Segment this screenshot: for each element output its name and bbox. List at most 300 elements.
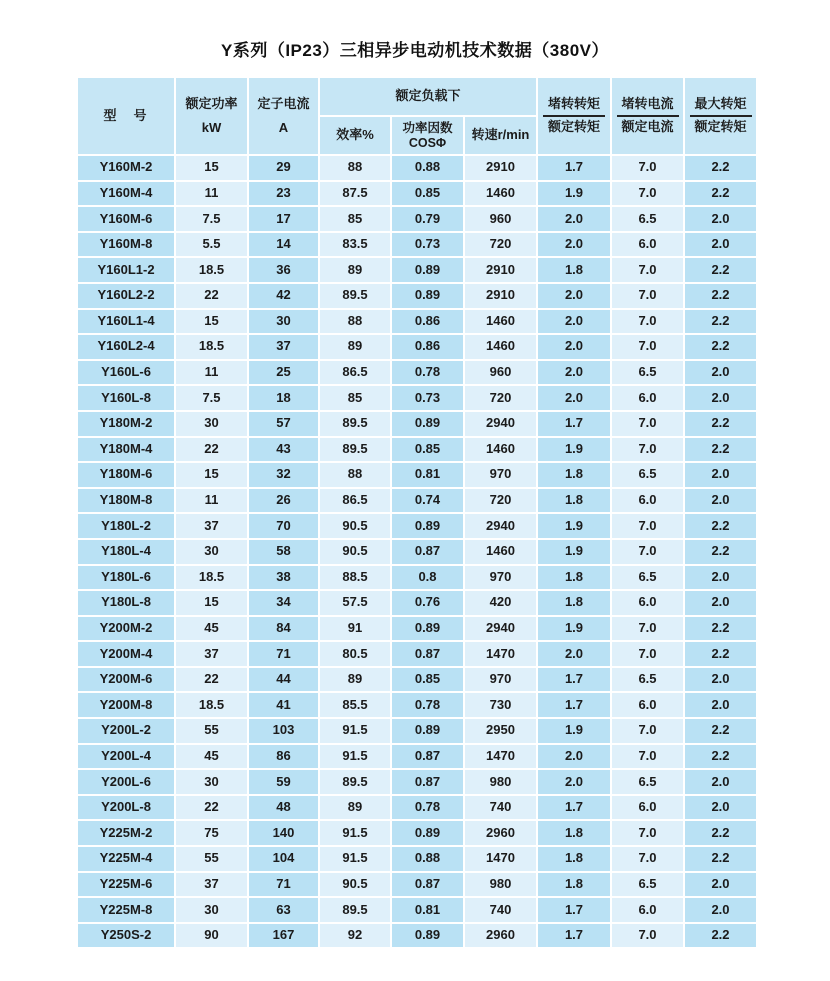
table-cell: 1.7 <box>538 156 610 180</box>
table-cell: 1.8 <box>538 258 610 282</box>
table-cell: 730 <box>465 693 536 717</box>
table-cell: 2.0 <box>685 566 756 590</box>
table-cell: 0.88 <box>392 156 463 180</box>
table-cell: 1460 <box>465 335 536 359</box>
table-cell: 89.5 <box>320 898 390 922</box>
table-cell: 2940 <box>465 412 536 436</box>
table-cell: 14 <box>249 233 318 257</box>
table-cell: 7.0 <box>612 258 683 282</box>
table-cell: 0.81 <box>392 898 463 922</box>
table-cell: 55 <box>176 847 247 871</box>
table-cell: 57.5 <box>320 591 390 615</box>
table-cell: 37 <box>249 335 318 359</box>
table-cell: 2.2 <box>685 642 756 666</box>
table-cell: 2960 <box>465 821 536 845</box>
table-cell: Y200L-6 <box>78 770 174 794</box>
table-cell: 7.0 <box>612 182 683 206</box>
table-cell: 2910 <box>465 258 536 282</box>
table-cell: 2.0 <box>538 284 610 308</box>
table-cell: 0.89 <box>392 258 463 282</box>
table-cell: 2.2 <box>685 617 756 641</box>
table-cell: 104 <box>249 847 318 871</box>
table-cell: 740 <box>465 796 536 820</box>
table-cell: 0.8 <box>392 566 463 590</box>
table-cell: 91.5 <box>320 821 390 845</box>
table-cell: Y180L-8 <box>78 591 174 615</box>
table-cell: 0.89 <box>392 719 463 743</box>
table-cell: 970 <box>465 668 536 692</box>
col-header-stator-current <box>249 78 318 154</box>
col-header-rated-load-group: 额定负载下 <box>320 78 536 115</box>
table-cell: 2.2 <box>685 847 756 871</box>
table-cell: 91.5 <box>320 719 390 743</box>
table-cell: 55 <box>176 719 247 743</box>
table-cell: 1.7 <box>538 412 610 436</box>
table-cell: 1.8 <box>538 489 610 513</box>
table-cell: Y200L-2 <box>78 719 174 743</box>
table-cell: Y200M-6 <box>78 668 174 692</box>
table-cell: Y160M-8 <box>78 233 174 257</box>
table-cell: 7.0 <box>612 284 683 308</box>
table-cell: Y225M-2 <box>78 821 174 845</box>
table-cell: 2.0 <box>685 233 756 257</box>
table-cell: 30 <box>176 540 247 564</box>
table-cell: 6.5 <box>612 668 683 692</box>
table-cell: 2.0 <box>538 770 610 794</box>
table-cell: 0.78 <box>392 361 463 385</box>
table-cell: 0.81 <box>392 463 463 487</box>
table-cell: 7.5 <box>176 386 247 410</box>
fraction-numerator: 最大转矩 <box>694 96 747 112</box>
table-cell: 1.9 <box>538 438 610 462</box>
col-header-stator-current-label: 定子电流 <box>257 95 310 111</box>
table-cell: 0.73 <box>392 386 463 410</box>
table-cell: 6.5 <box>612 566 683 590</box>
table-cell: 980 <box>465 873 536 897</box>
table-cell: 75 <box>176 821 247 845</box>
table-cell: 1460 <box>465 310 536 334</box>
table-cell: 7.0 <box>612 156 683 180</box>
table-cell: Y180L-2 <box>78 514 174 538</box>
table-cell: 11 <box>176 489 247 513</box>
table-cell: 11 <box>176 361 247 385</box>
fraction-line <box>690 115 752 117</box>
table-cell: 15 <box>176 156 247 180</box>
table-cell: 6.5 <box>612 463 683 487</box>
table-cell: Y225M-6 <box>78 873 174 897</box>
table-cell: 6.0 <box>612 796 683 820</box>
table-cell: Y180M-2 <box>78 412 174 436</box>
col-header-power-factor <box>392 117 463 154</box>
table-cell: 2910 <box>465 156 536 180</box>
table-cell: 1.7 <box>538 898 610 922</box>
table-cell: 29 <box>249 156 318 180</box>
table-cell: 0.76 <box>392 591 463 615</box>
table-cell: 0.79 <box>392 207 463 231</box>
table-cell: 1.8 <box>538 821 610 845</box>
table-cell: 2.2 <box>685 514 756 538</box>
table-cell: 2.0 <box>538 386 610 410</box>
table-cell: 6.5 <box>612 873 683 897</box>
col-header-rated-power-label: 额定功率 <box>185 95 238 111</box>
table-cell: 740 <box>465 898 536 922</box>
fraction-numerator: 堵转电流 <box>621 96 674 112</box>
table-cell: 88 <box>320 156 390 180</box>
table-cell: 2.0 <box>685 207 756 231</box>
table-cell: 0.86 <box>392 310 463 334</box>
table-cell: 2.0 <box>685 796 756 820</box>
table-cell: 1.9 <box>538 719 610 743</box>
table-cell: 90.5 <box>320 540 390 564</box>
table-cell: 167 <box>249 924 318 948</box>
table-cell: 2910 <box>465 284 536 308</box>
table-cell: Y250S-2 <box>78 924 174 948</box>
table-cell: 720 <box>465 233 536 257</box>
table-cell: 7.0 <box>612 642 683 666</box>
table-cell: 0.89 <box>392 617 463 641</box>
table-cell: 0.85 <box>392 438 463 462</box>
table-cell: 15 <box>176 463 247 487</box>
table-cell: 88 <box>320 463 390 487</box>
col-header-model: 型 号 <box>78 78 174 154</box>
fraction-denominator: 额定电流 <box>621 119 674 134</box>
table-cell: 2.2 <box>685 438 756 462</box>
table-cell: 22 <box>176 668 247 692</box>
table-cell: 0.87 <box>392 540 463 564</box>
table-cell: 89 <box>320 668 390 692</box>
table-cell: 91.5 <box>320 745 390 769</box>
table-cell: 2.0 <box>538 335 610 359</box>
table-cell: 6.0 <box>612 693 683 717</box>
table-cell: 2.2 <box>685 540 756 564</box>
table-cell: 0.87 <box>392 745 463 769</box>
table-cell: 1.8 <box>538 873 610 897</box>
table-cell: 38 <box>249 566 318 590</box>
table-cell: 2.0 <box>685 668 756 692</box>
table-cell: 1460 <box>465 438 536 462</box>
table-cell: 6.5 <box>612 207 683 231</box>
table-cell: 59 <box>249 770 318 794</box>
table-cell: Y160L2-4 <box>78 335 174 359</box>
table-cell: 84 <box>249 617 318 641</box>
table-cell: 2.0 <box>685 873 756 897</box>
table-cell: 7.0 <box>612 719 683 743</box>
table-cell: 0.89 <box>392 821 463 845</box>
table-cell: 89.5 <box>320 438 390 462</box>
table-cell: 89.5 <box>320 412 390 436</box>
table-cell: Y200L-4 <box>78 745 174 769</box>
table-cell: 70 <box>249 514 318 538</box>
table-cell: 7.0 <box>612 438 683 462</box>
table-cell: 57 <box>249 412 318 436</box>
table-cell: 7.0 <box>612 924 683 948</box>
table-cell: 0.85 <box>392 668 463 692</box>
table-cell: 980 <box>465 770 536 794</box>
table-cell: 90.5 <box>320 873 390 897</box>
table-cell: 1.9 <box>538 182 610 206</box>
table-cell: 80.5 <box>320 642 390 666</box>
table-cell: 42 <box>249 284 318 308</box>
table-cell: 2.2 <box>685 745 756 769</box>
table-cell: 2950 <box>465 719 536 743</box>
table-cell: 7.0 <box>612 335 683 359</box>
table-cell: 2.2 <box>685 412 756 436</box>
table-cell: 25 <box>249 361 318 385</box>
table-cell: 36 <box>249 258 318 282</box>
table-cell: 1460 <box>465 540 536 564</box>
table-cell: 0.89 <box>392 284 463 308</box>
col-header-locked-current-ratio <box>612 78 683 154</box>
table-cell: 2.2 <box>685 284 756 308</box>
table-cell: 58 <box>249 540 318 564</box>
table-cell: 30 <box>249 310 318 334</box>
table-cell: 32 <box>249 463 318 487</box>
table-cell: 88 <box>320 310 390 334</box>
table-cell: 0.89 <box>392 924 463 948</box>
table-cell: 0.87 <box>392 642 463 666</box>
table-cell: 7.0 <box>612 514 683 538</box>
table-cell: 0.78 <box>392 796 463 820</box>
table-cell: 85 <box>320 386 390 410</box>
table-cell: 7.0 <box>612 745 683 769</box>
table-cell: 90 <box>176 924 247 948</box>
table-cell: 2.0 <box>685 693 756 717</box>
table-cell: Y180M-4 <box>78 438 174 462</box>
table-cell: 30 <box>176 412 247 436</box>
table-cell: 7.0 <box>612 540 683 564</box>
fraction-denominator: 额定转矩 <box>547 119 600 134</box>
table-cell: Y180L-6 <box>78 566 174 590</box>
table-cell: 0.87 <box>392 873 463 897</box>
table-cell: 45 <box>176 617 247 641</box>
table-cell: 18.5 <box>176 566 247 590</box>
table-cell: 1.8 <box>538 566 610 590</box>
table-cell: 44 <box>249 668 318 692</box>
col-header-max-torque-ratio <box>685 78 756 154</box>
table-cell: 2940 <box>465 514 536 538</box>
table-cell: 1.7 <box>538 693 610 717</box>
table-cell: Y200M-8 <box>78 693 174 717</box>
table-cell: 2.0 <box>685 386 756 410</box>
table-cell: 2.0 <box>685 898 756 922</box>
table-cell: Y160M-4 <box>78 182 174 206</box>
table-cell: 83.5 <box>320 233 390 257</box>
table-cell: 970 <box>465 566 536 590</box>
table-cell: 1.7 <box>538 668 610 692</box>
col-header-power-factor-label: 功率因数 <box>402 120 453 135</box>
table-cell: 30 <box>176 770 247 794</box>
table-cell: Y180L-4 <box>78 540 174 564</box>
table-cell: Y200M-4 <box>78 642 174 666</box>
fraction-line <box>617 115 679 117</box>
table-cell: 17 <box>249 207 318 231</box>
table-cell: Y180M-6 <box>78 463 174 487</box>
table-cell: 2.2 <box>685 258 756 282</box>
table-cell: Y180M-8 <box>78 489 174 513</box>
table-cell: 2.2 <box>685 821 756 845</box>
col-header-stator-current-unit: A <box>278 119 289 135</box>
table-cell: 63 <box>249 898 318 922</box>
table-cell: 2.0 <box>538 233 610 257</box>
col-header-power-factor-sub: COSΦ <box>408 136 447 150</box>
table-cell: 1.8 <box>538 591 610 615</box>
table-cell: 86.5 <box>320 361 390 385</box>
table-cell: Y160L-8 <box>78 386 174 410</box>
table-cell: 0.86 <box>392 335 463 359</box>
table-cell: 89 <box>320 335 390 359</box>
table-cell: 23 <box>249 182 318 206</box>
table-cell: 7.5 <box>176 207 247 231</box>
table-cell: 7.0 <box>612 412 683 436</box>
table-cell: 18.5 <box>176 693 247 717</box>
table-cell: 2.0 <box>685 361 756 385</box>
table-cell: 30 <box>176 898 247 922</box>
page-title: Y系列（IP23）三相异步电动机技术数据（380V） <box>220 41 609 60</box>
table-cell: 37 <box>176 873 247 897</box>
table-cell: 2.2 <box>685 719 756 743</box>
table-cell: 7.0 <box>612 617 683 641</box>
table-cell: 1470 <box>465 642 536 666</box>
table-cell: 1.9 <box>538 514 610 538</box>
table-cell: 7.0 <box>612 821 683 845</box>
table-cell: 1470 <box>465 847 536 871</box>
table-cell: 5.5 <box>176 233 247 257</box>
fraction-numerator: 堵转转矩 <box>547 96 600 112</box>
table-cell: 0.73 <box>392 233 463 257</box>
table-cell: 91.5 <box>320 847 390 871</box>
table-cell: 2.0 <box>685 463 756 487</box>
table-cell: 22 <box>176 284 247 308</box>
table-cell: 6.0 <box>612 233 683 257</box>
table-cell: 420 <box>465 591 536 615</box>
table-cell: 2.0 <box>538 310 610 334</box>
table-cell: 11 <box>176 182 247 206</box>
table-cell: 37 <box>176 514 247 538</box>
table-cell: 1.9 <box>538 617 610 641</box>
table-cell: 2.0 <box>685 770 756 794</box>
col-header-efficiency: 效率% <box>320 117 390 154</box>
table-cell: 18.5 <box>176 335 247 359</box>
table-cell: 15 <box>176 310 247 334</box>
table-cell: 41 <box>249 693 318 717</box>
table-cell: 2.2 <box>685 182 756 206</box>
table-cell: 37 <box>176 642 247 666</box>
table-cell: 6.5 <box>612 361 683 385</box>
motor-data-table <box>78 78 756 947</box>
table-cell: Y225M-4 <box>78 847 174 871</box>
table-cell: 1.8 <box>538 847 610 871</box>
table-cell: 26 <box>249 489 318 513</box>
fraction-denominator: 额定转矩 <box>694 119 747 134</box>
table-cell: 2.0 <box>538 642 610 666</box>
table-cell: 1460 <box>465 182 536 206</box>
table-cell: 88.5 <box>320 566 390 590</box>
table-cell: 86.5 <box>320 489 390 513</box>
table-cell: 89.5 <box>320 284 390 308</box>
table-cell: 7.0 <box>612 847 683 871</box>
table-cell: 140 <box>249 821 318 845</box>
col-header-rated-power <box>176 78 247 154</box>
table-cell: 0.85 <box>392 182 463 206</box>
table-cell: 86 <box>249 745 318 769</box>
col-header-speed: 转速r/min <box>465 117 536 154</box>
table-cell: 2.2 <box>685 335 756 359</box>
table-cell: 22 <box>176 796 247 820</box>
table-cell: 970 <box>465 463 536 487</box>
table-cell: 0.89 <box>392 514 463 538</box>
table-cell: 2940 <box>465 617 536 641</box>
table-cell: 48 <box>249 796 318 820</box>
table-cell: 720 <box>465 386 536 410</box>
table-cell: 15 <box>176 591 247 615</box>
table-cell: 2.0 <box>538 745 610 769</box>
table-cell: 720 <box>465 489 536 513</box>
table-cell: 0.89 <box>392 412 463 436</box>
table-cell: Y160L1-4 <box>78 310 174 334</box>
table-cell: 2.0 <box>685 489 756 513</box>
table-cell: 18 <box>249 386 318 410</box>
table-cell: 6.0 <box>612 898 683 922</box>
table-cell: 1.9 <box>538 540 610 564</box>
table-cell: 34 <box>249 591 318 615</box>
table-cell: 2.0 <box>538 207 610 231</box>
table-cell: 1.7 <box>538 796 610 820</box>
table-cell: 85 <box>320 207 390 231</box>
table-cell: 6.0 <box>612 489 683 513</box>
table-cell: 7.0 <box>612 310 683 334</box>
table-cell: 2.0 <box>685 591 756 615</box>
table-cell: Y160M-6 <box>78 207 174 231</box>
table-cell: 6.0 <box>612 386 683 410</box>
table-cell: 71 <box>249 873 318 897</box>
table-cell: 89 <box>320 258 390 282</box>
table-cell: 1.7 <box>538 924 610 948</box>
table-cell: 89.5 <box>320 770 390 794</box>
table-cell: 2.2 <box>685 924 756 948</box>
table-cell: 18.5 <box>176 258 247 282</box>
table-cell: 2.0 <box>538 361 610 385</box>
col-header-locked-torque-ratio <box>538 78 610 154</box>
table-cell: 71 <box>249 642 318 666</box>
table-cell: 87.5 <box>320 182 390 206</box>
table-cell: Y160L1-2 <box>78 258 174 282</box>
table-cell: Y160M-2 <box>78 156 174 180</box>
table-cell: 960 <box>465 361 536 385</box>
table-cell: 43 <box>249 438 318 462</box>
table-cell: 6.5 <box>612 770 683 794</box>
fraction-line <box>543 115 605 117</box>
table-cell: 6.0 <box>612 591 683 615</box>
table-cell: 22 <box>176 438 247 462</box>
table-cell: 89 <box>320 796 390 820</box>
table-cell: 92 <box>320 924 390 948</box>
table-cell: 2.2 <box>685 310 756 334</box>
table-cell: 103 <box>249 719 318 743</box>
table-cell: 85.5 <box>320 693 390 717</box>
table-cell: 0.74 <box>392 489 463 513</box>
table-cell: Y200M-2 <box>78 617 174 641</box>
col-header-rated-power-unit: kW <box>201 119 222 135</box>
table-cell: 2960 <box>465 924 536 948</box>
table-cell: 1.8 <box>538 463 610 487</box>
table-cell: 0.88 <box>392 847 463 871</box>
table-cell: 91 <box>320 617 390 641</box>
table-cell: 0.78 <box>392 693 463 717</box>
table-cell: 45 <box>176 745 247 769</box>
table-cell: 960 <box>465 207 536 231</box>
table-cell: 90.5 <box>320 514 390 538</box>
table-cell: 2.2 <box>685 156 756 180</box>
